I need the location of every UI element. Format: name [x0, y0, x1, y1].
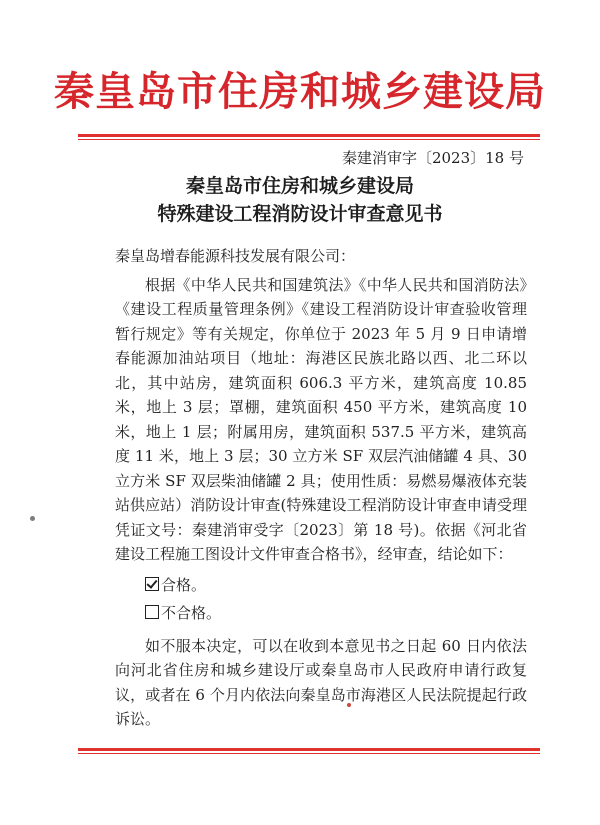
pass-checkbox-icon: [145, 577, 159, 591]
appeal-paragraph: 如不服本决定，可以在收到本意见书之日起 60 日内依法向河北省住房和城乡建设厅或秦皇岛市人民政府申请行政复议，或者在 6 个月内依法向秦皇岛市海港区人民法院提起行政诉讼。: [115, 636, 527, 728]
document-title-line1: 秦皇岛市住房和城乡建设局: [185, 175, 414, 197]
fail-checkbox-icon: [145, 605, 159, 619]
addressee: 秦皇岛增春能源科技发展有限公司：: [115, 247, 356, 265]
seal-ink-mark: [347, 703, 351, 707]
letterhead-title: 秦皇岛市住房和城乡建设局: [54, 69, 546, 115]
document-number: 秦建消审字〔2023〕18 号: [341, 149, 524, 167]
footer-rule-thin: [78, 753, 540, 754]
main-paragraph: 根据《中华人民共和国建筑法》《中华人民共和国消防法》《建设工程质量管理条例》《建设工程消防设计审查验收管理暂行规定》等有关规定，你单位于 2023 年 5 月 9 日申请增春能源加油站项目（地址：海港区民族北路以西、北二环以北，其中站房，建筑面积 606.3 平方米，建筑高度 10.85 米，地上 3 层；罩棚，建筑面积 450 平方米，建筑高度 10 米，地上 1 层；附属用房，建筑面积 537.5 平方米，建筑高度 11 米，地上 3 层；30 立方米 SF 双层汽油储罐 4 具、30 立方米 SF 双层柴油储罐 2 具；使用性质：易燃易爆液体充装站供应站）消防设计审查(特殊建设工程消防设计审查申请受理凭证文号：秦建消审受字〔2023〕第 18 号)。依据《河北省建设工程施工图设计文件审查合格书》，经审查，结论如下：: [115, 275, 527, 563]
footer-rule-thick: [78, 748, 540, 751]
document-body: [115, 244, 527, 732]
document-title-line2: 特殊建设工程消防设计审查意见书: [157, 203, 443, 225]
conclusion-pass: [115, 573, 527, 598]
conclusion-fail: [115, 601, 527, 626]
scan-speck-mark: [30, 516, 35, 521]
letterhead-rule-thick: [78, 134, 540, 137]
letterhead-rule-thin: [78, 139, 540, 140]
conclusion-fail-label: 不合格。: [161, 604, 222, 622]
conclusion-pass-label: 合格。: [161, 575, 207, 594]
